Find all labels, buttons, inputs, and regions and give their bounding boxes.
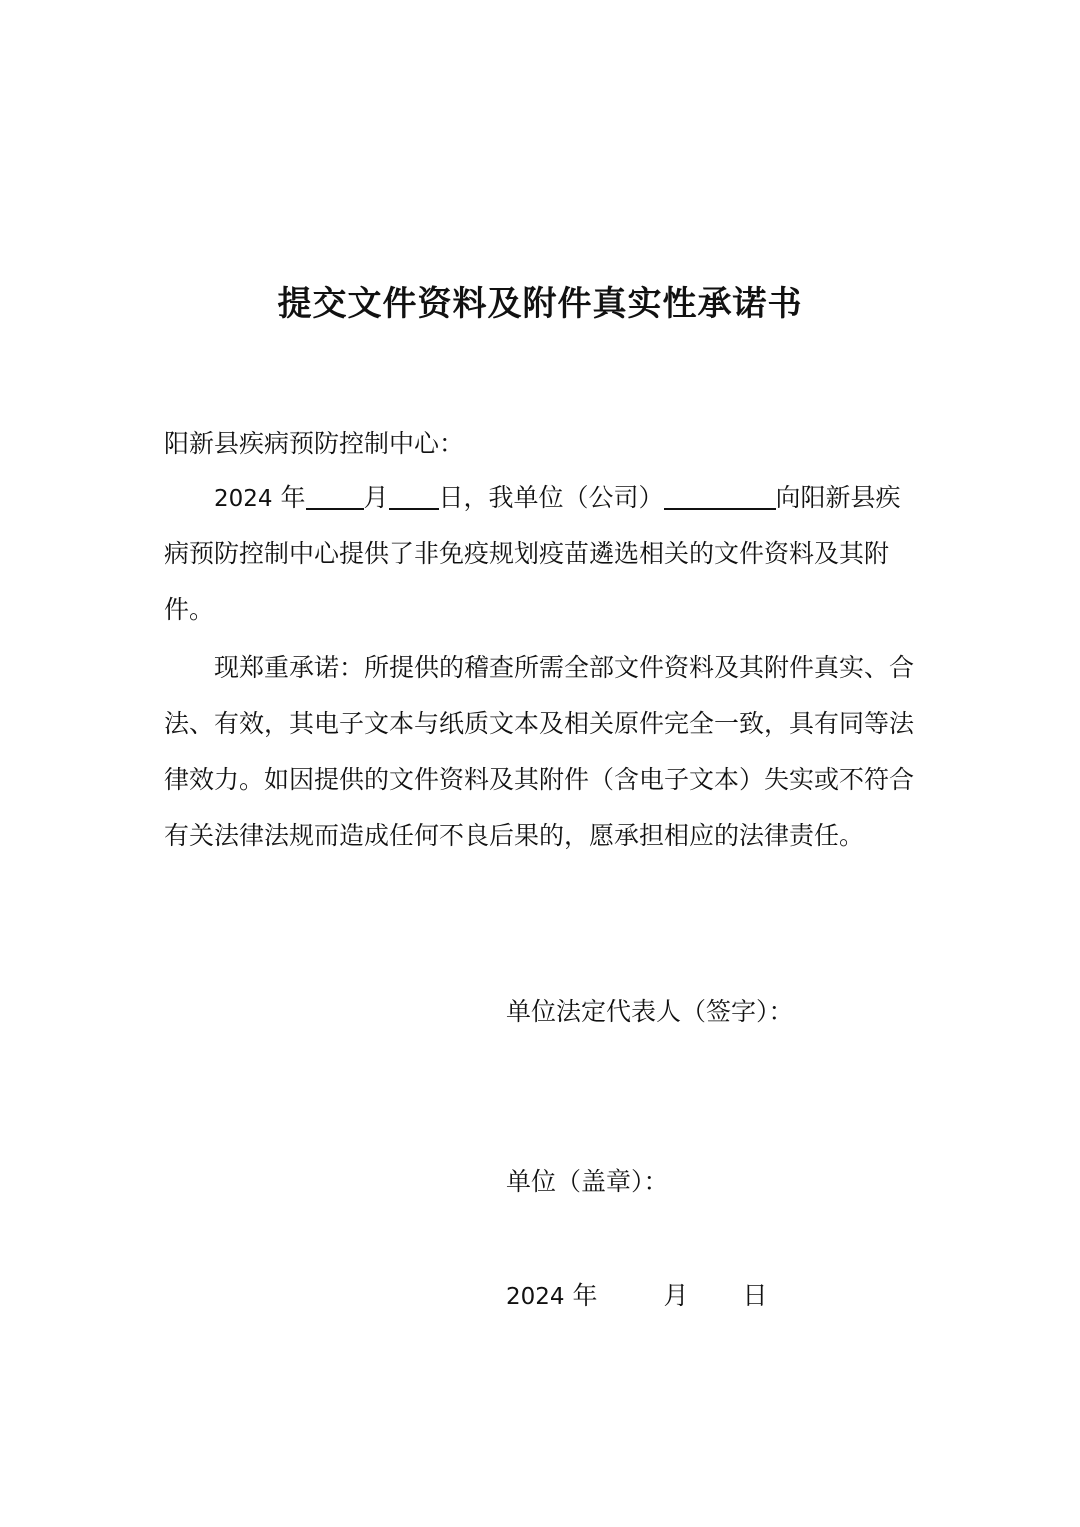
document-title: 提交文件资料及附件真实性承诺书 xyxy=(277,284,803,324)
recipient-text: 向阳新县疾 xyxy=(775,483,901,512)
paragraph-line: 病预防控制中心提供了非免疫规划疫苗遴选相关的文件资料及其附 xyxy=(164,539,890,568)
company-seal-label: 单位（盖章）： xyxy=(506,1167,669,1196)
paragraph-line: 现郑重承诺：所提供的稽查所需全部文件资料及其附件真实、合 xyxy=(214,653,915,682)
date-year-unit: 年 xyxy=(572,1281,598,1310)
legal-representative-signature-label: 单位法定代表人（签字）： xyxy=(506,997,794,1026)
date-day-unit: 日 xyxy=(742,1281,768,1310)
paragraph-line: 律效力。如因提供的文件资料及其附件（含电子文本）失实或不符合 xyxy=(164,765,915,794)
company-name-blank xyxy=(664,482,776,510)
signature-date xyxy=(506,1276,768,1312)
year-unit: 年 xyxy=(280,483,306,512)
paragraph-line: 法、有效，其电子文本与纸质文本及相关原件完全一致，具有同等法 xyxy=(164,709,915,738)
date-month-unit: 月 xyxy=(663,1281,689,1310)
date-year-number: 2024 xyxy=(506,1284,565,1310)
day-blank xyxy=(389,482,439,510)
paragraph-line xyxy=(164,470,924,526)
paragraph-declaration xyxy=(164,470,924,638)
year-number: 2024 xyxy=(214,486,273,512)
salutation: 阳新县疾病预防控制中心： xyxy=(164,429,465,458)
day-and-unit-text: 日，我单位（公司） xyxy=(438,483,664,512)
paragraph-commitment xyxy=(164,640,924,864)
paragraph-line: 件。 xyxy=(164,595,215,624)
month-unit: 月 xyxy=(363,483,389,512)
paragraph-line: 有关法律法规而造成任何不良后果的，愿承担相应的法律责任。 xyxy=(164,821,865,850)
month-blank xyxy=(306,482,364,510)
